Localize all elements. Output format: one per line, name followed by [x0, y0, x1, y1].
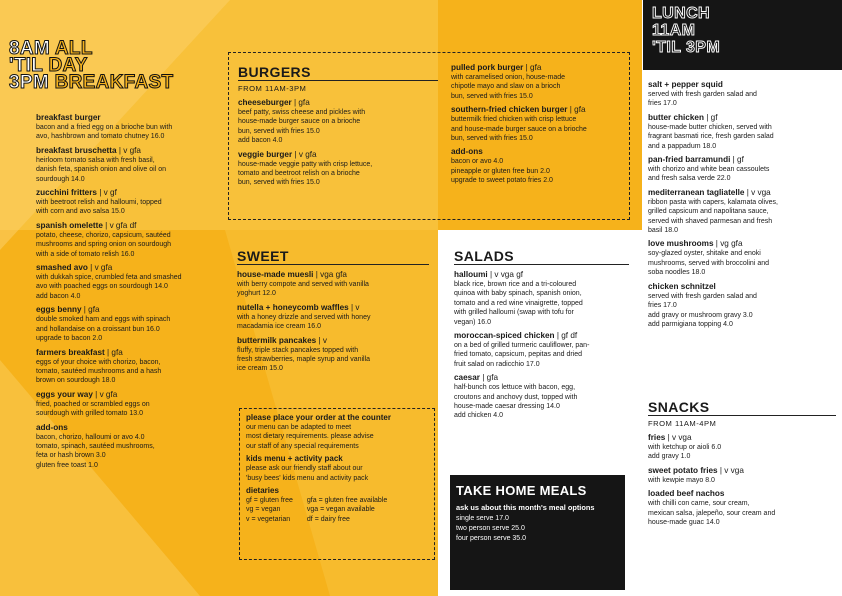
menu-item — [36, 113, 226, 142]
menu-item-name — [36, 146, 226, 156]
burgers-title: BURGERS — [238, 64, 311, 80]
menu-item-name — [36, 423, 226, 433]
menu-item-description: add parmigiana topping 4.0 — [648, 320, 733, 328]
menu-item-title: love mushrooms — [648, 239, 714, 249]
menu-item-name — [454, 331, 629, 341]
menu-item-description: with a honey drizzle and served with honey — [237, 313, 371, 321]
menu-item-dietary-tag: | v gf — [96, 188, 117, 198]
menu-item — [36, 305, 226, 343]
menu-item-description: bun, served with fries 15.0 — [238, 179, 320, 187]
menu-item — [237, 336, 429, 374]
menu-item-description: served with fresh garden salad and — [648, 292, 757, 300]
menu-item-description: heirloom tomato salsa with fresh basil, — [36, 156, 155, 164]
dietary-key: df = dairy free — [306, 515, 350, 523]
menu-item-description: with kewpie mayo 8.0 — [648, 476, 715, 484]
dietary-key: vga = vegan available — [306, 506, 375, 514]
menu-item-description: served with shaved parmesan and fresh — [648, 217, 773, 225]
menu-item — [237, 303, 429, 332]
snacks-rule — [648, 415, 836, 416]
menu-item-title: eggs benny — [36, 305, 82, 315]
menu-item-description: fries 17.0 — [648, 100, 677, 108]
kids-line-2: 'busy bees' kids menu and activity pack — [246, 474, 369, 482]
menu-item-dietary-tag: | gfa — [479, 373, 499, 383]
info-section — [246, 413, 431, 524]
menu-item-description: potato, cheese, chorizo, capsicum, sautéed — [36, 231, 171, 239]
menu-item-description: with grilled halloumi (swap with tofu for — [454, 309, 574, 317]
menu-item-title: add-ons — [36, 422, 68, 432]
menu-item-dietary-tag: | v vga — [744, 187, 771, 197]
menu-item — [648, 155, 836, 184]
snacks-title: SNACKS — [648, 399, 710, 415]
menu-item-description: add bacon 4.0 — [36, 292, 81, 300]
menu-item-description: mushrooms and spring onion on sourdough — [36, 241, 172, 249]
menu-item-description: fragrant basmati rice, fresh garden salad — [648, 133, 774, 141]
menu-item-description: black rice, brown rice and a tri-coloured — [454, 281, 577, 288]
menu-item-description: with a side of tomato relish 16.0 — [36, 250, 135, 258]
take-home-subtitle: ask us about this month's meal options — [456, 503, 595, 512]
menu-item-name — [237, 270, 429, 280]
menu-item-description: danish feta, spanish onion and olive oil on — [36, 166, 166, 174]
menu-item-name — [454, 270, 629, 280]
menu-item-title: zucchini fritters — [36, 188, 97, 198]
sweet-rule — [237, 264, 429, 265]
menu-item-dietary-tag: | v vga — [665, 433, 692, 442]
take-home-row: four person serve 35.0 — [456, 535, 527, 542]
menu-item-dietary-tag: | v gfa — [87, 263, 113, 273]
menu-item-description: bun, served with fries 15.0 — [238, 127, 320, 135]
breakfast-title — [9, 40, 173, 91]
menu-item-title: eggs your way — [36, 389, 93, 399]
menu-item-dietary-tag: | gfa — [291, 98, 310, 107]
menu-item-name — [648, 489, 836, 499]
lunch-title-1: LUNCH — [652, 5, 710, 22]
order-line-1: our menu can be adapted to meet — [246, 424, 352, 431]
menu-item-description: macadamia ice cream 16.0 — [237, 323, 322, 331]
menu-item-name — [454, 373, 629, 383]
burgers-left-list — [238, 98, 438, 188]
dietaries-table — [246, 496, 401, 524]
snacks-section — [648, 400, 836, 531]
menu-item-name — [648, 188, 836, 198]
menu-item-description: add gravy 1.0 — [648, 453, 691, 461]
menu-item-description: with dukkah spice, crumbled feta and smashed — [36, 274, 182, 282]
menu-item-dietary-tag: | v vga — [717, 465, 744, 475]
sweet-title: SWEET — [237, 248, 289, 264]
order-line-2: most dietary requirements. please advise — [246, 433, 374, 441]
dietary-row — [246, 496, 401, 505]
menu-item-description: basil 18.0 — [648, 227, 678, 235]
order-heading: please place your order at the counter — [246, 413, 391, 422]
menu-item-description: ribbon pasta with capers, kalamata olives, — [648, 198, 778, 206]
menu-item-description: fluffy, triple stack pancakes topped with — [237, 346, 359, 354]
menu-item-dietary-tag: | v vga gf — [487, 270, 524, 279]
dietary-key: v = vegetarian — [246, 515, 291, 523]
breakfast-title-word-3: BREAKFAST — [54, 72, 174, 93]
menu-item — [648, 282, 836, 330]
breakfast-title-time-2: 'TIL — [9, 55, 43, 76]
menu-item-description: beef patty, swiss cheese and pickles with — [238, 109, 366, 116]
dietary-row — [246, 515, 401, 524]
menu-item — [36, 221, 226, 259]
menu-item-title: spanish omelette — [36, 220, 103, 230]
menu-item-name — [36, 348, 226, 358]
take-home-title: TAKE HOME MEALS — [456, 483, 587, 498]
breakfast-title-time-1: 8AM — [9, 38, 51, 59]
menu-item-title: smashed avo — [36, 263, 88, 273]
menu-item-description: mushrooms, served with broccolini and — [648, 259, 769, 267]
menu-item-description: house-made caesar dressing 14.0 — [454, 403, 560, 411]
menu-item-dietary-tag: | gf — [703, 112, 718, 122]
menu-item-description: house-made veggie patty with crisp lettuce, — [238, 160, 373, 168]
menu-item-description: buttermilk fried chicken with crisp lettuce — [451, 116, 577, 124]
menu-item-title: pan-fried barramundi — [648, 155, 731, 165]
menu-item-dietary-tag: | gfa — [567, 105, 586, 115]
menu-item-name — [451, 147, 623, 157]
menu-item-dietary-tag: | gf df — [554, 331, 578, 341]
menu-item-name — [648, 155, 836, 165]
menu-item-name — [238, 150, 438, 160]
menu-item-name — [36, 305, 226, 315]
menu-item-name — [238, 98, 438, 108]
menu-item-description: mexican salsa, jalepeño, sour cream and — [648, 509, 776, 517]
dietary-row — [246, 505, 401, 514]
menu-item-description: add chicken 4.0 — [454, 412, 504, 420]
menu-item-dietary-tag: | v — [348, 302, 360, 312]
menu-item-name — [36, 221, 226, 231]
burgers-subtitle: FROM 11AM-3PM — [238, 84, 307, 93]
take-home-row: two person serve 25.0 — [456, 525, 525, 532]
menu-item-description: with ketchup or aioli 6.0 — [648, 444, 722, 451]
lunch-title-3: 'TIL 3PM — [652, 39, 721, 56]
menu-item-description: upgrade to sweet potato fries 2.0 — [451, 177, 553, 185]
menu-item-description: add gravy or mushroom gravy 3.0 — [648, 311, 753, 319]
menu-item-title: house-made muesli — [237, 270, 314, 279]
menu-item-title: nutella + honeycomb waffles — [237, 302, 349, 312]
menu-item — [36, 146, 226, 184]
menu-item-dietary-tag: | gfa — [81, 305, 100, 315]
menu-item-description: with chorizo and white bean cassoulets — [648, 166, 770, 174]
menu-item-title: mediterranean tagliatelle — [648, 187, 745, 197]
menu-item-description: upgrade to bacon 2.0 — [36, 335, 103, 343]
menu-item-title: breakfast bruschetta — [36, 145, 117, 155]
menu-item — [454, 373, 629, 421]
menu-item-dietary-tag: | vg gfa — [713, 239, 743, 249]
breakfast-list — [36, 113, 226, 474]
menu-item-description: ice cream 15.0 — [237, 365, 283, 373]
menu-item-description: pineapple or gluten free bun 2.0 — [451, 167, 550, 175]
menu-item — [36, 263, 226, 301]
sweet-section — [237, 249, 429, 378]
salads-rule — [454, 264, 629, 265]
menu-item-name — [648, 466, 836, 476]
snacks-subtitle: FROM 11AM-4PM — [648, 419, 717, 428]
dietaries-heading: dietaries — [246, 486, 279, 496]
menu-item-dietary-tag: | v — [316, 335, 327, 345]
menu-item-title: southern-fried chicken burger — [451, 105, 568, 115]
lunch-title-2: 11AM — [652, 22, 696, 39]
dietary-key: gf = gluten free — [246, 497, 293, 505]
kids-heading: kids menu + activity pack — [246, 454, 343, 464]
snacks-list — [648, 433, 836, 527]
menu-item — [238, 150, 438, 188]
menu-item-description: and a pappadum 18.0 — [648, 142, 717, 150]
sweet-list — [237, 270, 429, 374]
dietary-key: gfa = gluten free available — [306, 497, 388, 505]
salads-list — [454, 270, 629, 421]
menu-item-description: sourdough 14.0 — [36, 175, 85, 183]
menu-item — [648, 188, 836, 236]
menu-item-description: brown on sourdough 18.0 — [36, 377, 116, 385]
order-line-3: our staff of any special requirements — [246, 442, 359, 450]
menu-item-description: fried, poached or scrambled eggs on — [36, 400, 150, 408]
menu-item-name — [451, 63, 623, 73]
menu-item-name — [648, 80, 836, 90]
menu-item-description: with beetroot relish and halloumi, topped — [36, 199, 162, 207]
menu-item-description: vegan) 16.0 — [454, 318, 491, 326]
menu-item-dietary-tag: | gfa — [104, 347, 123, 357]
salads-section — [454, 249, 629, 425]
menu-item-title: salt + pepper squid — [648, 80, 723, 89]
menu-item-description: house-made butter chicken, served with — [648, 123, 772, 131]
menu-item-title: veggie burger — [238, 149, 293, 159]
menu-item-name — [237, 336, 429, 346]
menu-item-name — [648, 433, 836, 443]
menu-item-name — [648, 113, 836, 123]
menu-item — [648, 113, 836, 151]
menu-item-description: fries 17.0 — [648, 302, 677, 310]
menu-item-title: butter chicken — [648, 112, 704, 122]
menu-item-description: fruit salad on radicchio 17.0 — [454, 360, 540, 368]
menu-item-title: farmers breakfast — [36, 347, 105, 357]
lunch-header — [643, 0, 842, 70]
menu-item — [237, 270, 429, 299]
menu-item-description: half-bunch cos lettuce with bacon, egg, — [454, 384, 576, 392]
menu-item-description: with chilli con carne, sour cream, — [648, 500, 750, 508]
menu-item-description: bacon, chorizo, halloumi or avo 4.0 — [36, 433, 145, 441]
menu-item-title: fries — [648, 433, 666, 442]
menu-item-title: add-ons — [451, 147, 483, 157]
breakfast-title-word-1: ALL — [54, 38, 93, 59]
menu-item-title: chicken schnitzel — [648, 281, 716, 291]
menu-item-name — [451, 105, 623, 115]
menu-item-description: bacon or avo 4.0 — [451, 158, 504, 166]
menu-item-title: moroccan-spiced chicken — [454, 331, 555, 341]
menu-item-description: house-made burger sauce on a brioche — [238, 118, 361, 126]
take-home-meals-box — [450, 475, 625, 590]
menu-item-description: avo with poached eggs on sourdough 14.0 — [36, 283, 168, 291]
menu-item-dietary-tag: | v gfa — [92, 389, 118, 399]
menu-item-description: with corn and avo salsa 15.0 — [36, 208, 125, 216]
menu-item — [451, 105, 623, 143]
menu-item-title: halloumi — [454, 270, 488, 279]
menu-item-dietary-tag: | vga gfa — [313, 270, 347, 279]
menu-item-title: buttermilk pancakes — [237, 335, 317, 345]
menu-item-description: served with fresh garden salad and — [648, 91, 757, 98]
menu-item-description: and fresh salsa verde 22.0 — [648, 175, 731, 183]
menu-item-name — [36, 188, 226, 198]
breakfast-title-word-2: DAY — [48, 55, 88, 76]
menu-item-name — [648, 282, 836, 292]
menu-item — [648, 489, 836, 527]
kids-line-1: please ask our friendly staff about our — [246, 465, 363, 473]
menu-item-name — [36, 390, 226, 400]
menu-item-description: soba noodles 18.0 — [648, 269, 706, 277]
menu-item — [36, 390, 226, 419]
burgers-right-list — [451, 63, 623, 190]
menu-item-dietary-tag: | v gfa df — [102, 220, 137, 230]
menu-item-description: bun, served with fries 15.0 — [451, 135, 533, 143]
menu-item — [36, 423, 226, 471]
menu-item — [451, 63, 623, 101]
menu-item-description: with berry compote and served with vanilla — [237, 281, 369, 288]
menu-item-title: sweet potato fries — [648, 465, 718, 475]
menu-item — [238, 98, 438, 146]
menu-item-description: grilled capsicum and napolitana sauce, — [648, 208, 769, 216]
burgers-rule — [238, 80, 438, 81]
menu-item-name — [36, 263, 226, 273]
menu-item-description: quinoa with baby spinach, spanish onion, — [454, 290, 582, 298]
dietary-key: vg = vegan — [246, 506, 281, 514]
menu-item-description: bun, served with fries 15.0 — [451, 92, 533, 100]
menu-item-description: croutons and anchovy dust, topped with — [454, 393, 578, 401]
menu-item-description: feta or hash brown 3.0 — [36, 452, 106, 460]
menu-item-dietary-tag: | v gfa — [116, 145, 141, 155]
menu-item — [648, 80, 836, 109]
menu-item-name — [648, 239, 836, 249]
menu-item-title: caesar — [454, 373, 480, 383]
menu-item — [648, 433, 836, 462]
salads-title: SALADS — [454, 248, 514, 264]
menu-item — [454, 270, 629, 327]
menu-item-description: on a bed of grilled turmeric cauliflower, pan- — [454, 342, 590, 350]
menu-item — [36, 348, 226, 386]
menu-item-description: bacon and a fried egg on a brioche bun with — [36, 124, 173, 131]
menu-item-title: cheeseburger — [238, 98, 292, 107]
menu-item — [648, 466, 836, 485]
menu-item-description: chipotle mayo and slaw on a brioch — [451, 83, 561, 91]
menu-item — [648, 239, 836, 277]
menu-item-description: double smoked ham and eggs with spinach — [36, 316, 171, 324]
menu-item-description: sourdough with grilled tomato 13.0 — [36, 410, 144, 418]
menu-item-description: add bacon 4.0 — [238, 137, 283, 145]
menu-item-description: tomato, spinach, sautéed mushrooms, — [36, 442, 155, 450]
menu-item-description: house-made guac 14.0 — [648, 519, 720, 527]
menu-item — [36, 188, 226, 217]
lunch-list — [648, 80, 836, 333]
menu-item-name — [237, 303, 429, 313]
menu-item-description: tomato, sautéed mushrooms and a hash — [36, 367, 162, 375]
menu-item-title: pulled pork burger — [451, 63, 524, 72]
menu-item-description: eggs of your choice with chorizo, bacon, — [36, 358, 161, 366]
menu-item-description: with caramelised onion, house-made — [451, 74, 566, 81]
menu-item-dietary-tag: | gfa — [523, 63, 542, 72]
take-home-row: single serve 17.0 — [456, 515, 509, 522]
menu-item-description: fried tomato, capsicum, pepitas and dried — [454, 351, 583, 359]
menu-item — [454, 331, 629, 369]
menu-item-description: and house-made burger sauce on a brioche — [451, 125, 587, 133]
menu-item-dietary-tag: | v gfa — [292, 149, 317, 159]
menu-item-description: tomato and a red wine vinaigrette, topped — [454, 299, 583, 307]
menu-item-description: soy-glazed oyster, shitake and enoki — [648, 250, 761, 258]
menu-item-description: gluten free toast 1.0 — [36, 461, 98, 469]
menu-item-description: avo, hashbrown and tomato chutney 16.0 — [36, 133, 165, 141]
breakfast-title-time-3: 3PM — [9, 72, 49, 93]
menu-item-name — [36, 113, 226, 123]
menu-item-description: tomato and beetroot relish on a brioche — [238, 170, 360, 178]
menu-item-title: breakfast burger — [36, 113, 101, 122]
menu-item — [451, 147, 623, 185]
menu-item-title: loaded beef nachos — [648, 489, 725, 499]
burgers-section — [238, 65, 438, 192]
menu-item-dietary-tag: | gf — [730, 155, 744, 165]
menu-item-description: yoghurt 12.0 — [237, 290, 276, 298]
menu-item-description: fresh strawberries, maple syrup and vanilla — [237, 356, 371, 364]
menu-item-description: and hollandaise on a croissant bun 16.0 — [36, 325, 160, 333]
